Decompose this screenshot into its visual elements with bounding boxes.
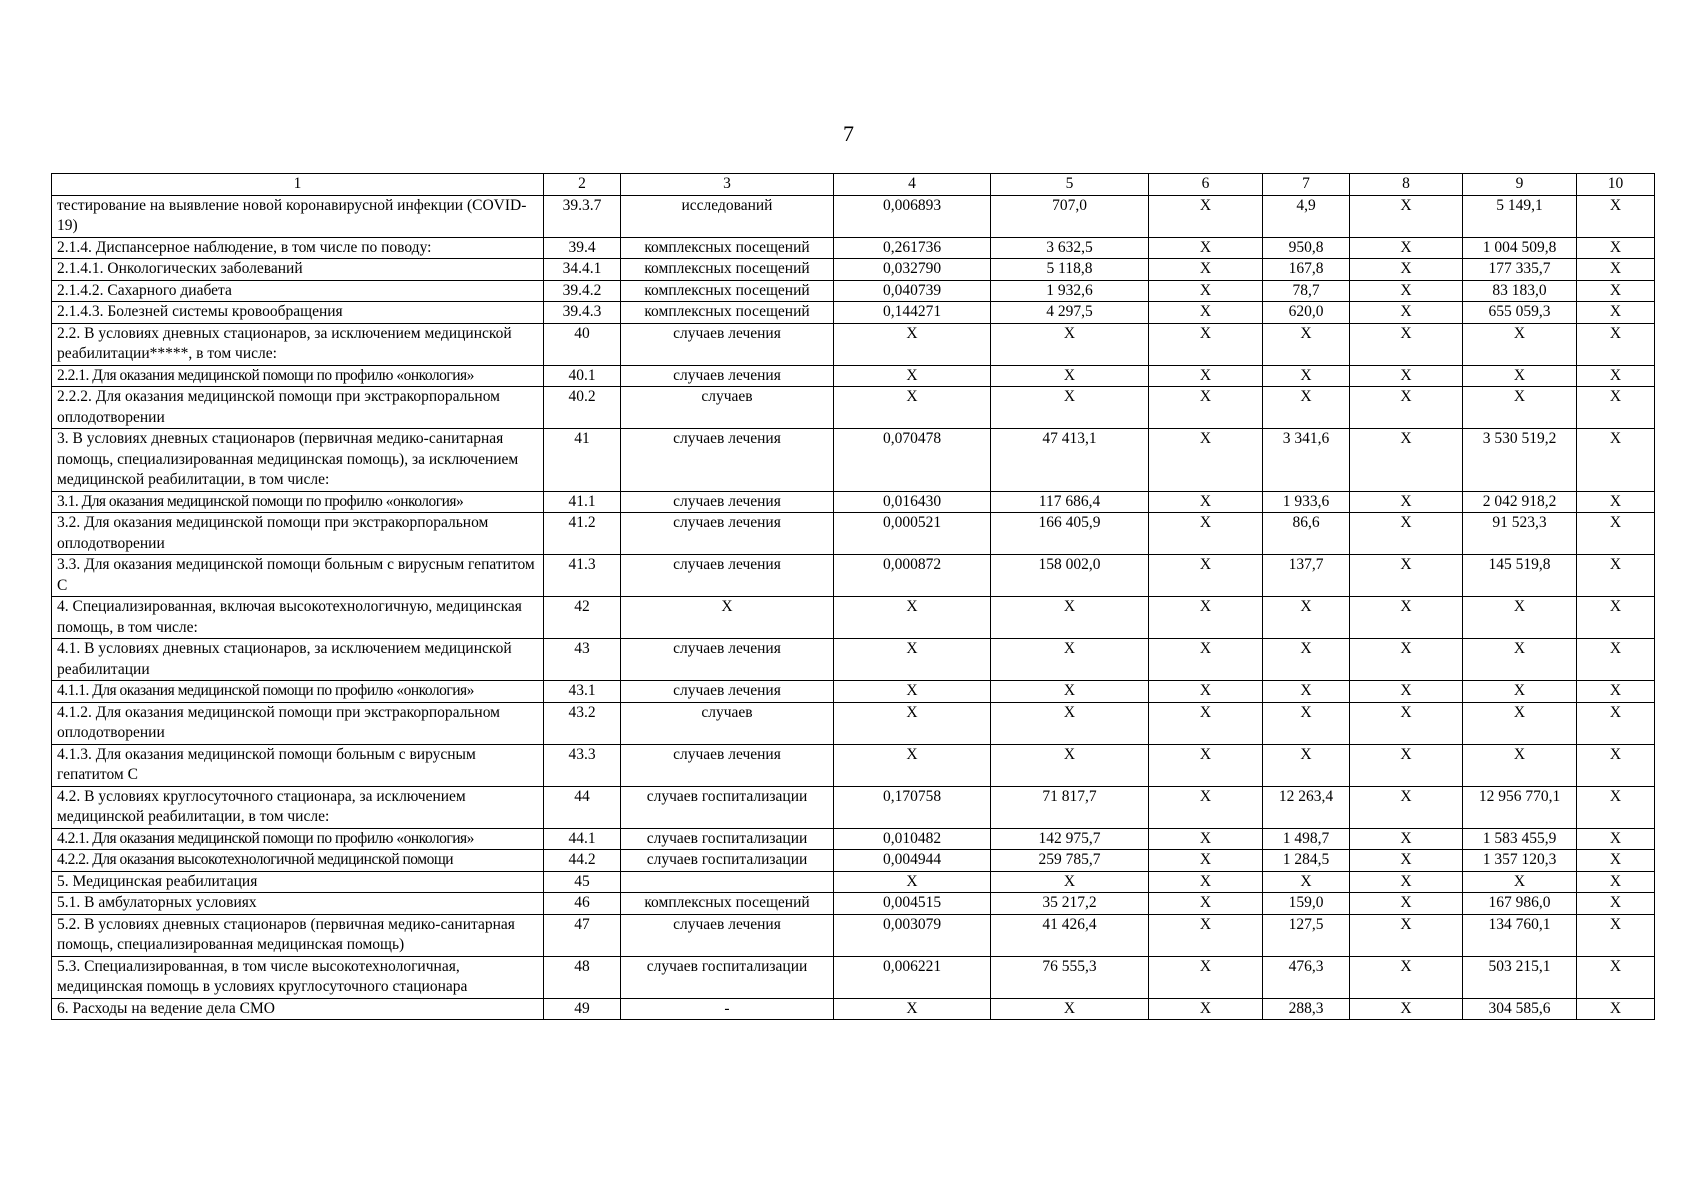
col-10-value: Х bbox=[1577, 702, 1655, 744]
table-row bbox=[52, 998, 1655, 1020]
row-name: 4.1.2. Для оказания медицинской помощи при экстракорпоральном оплодотворении bbox=[52, 702, 544, 744]
col-6-value: Х bbox=[1149, 491, 1263, 513]
col-9-value: Х bbox=[1463, 871, 1577, 893]
col-4-value: Х bbox=[834, 744, 991, 786]
col-10-value: Х bbox=[1577, 237, 1655, 259]
row-code: 40.1 bbox=[544, 365, 621, 387]
row-unit: комплексных посещений bbox=[621, 893, 834, 915]
col-9-value: 167 986,0 bbox=[1463, 893, 1577, 915]
row-code: 44.2 bbox=[544, 850, 621, 872]
row-unit: комплексных посещений bbox=[621, 237, 834, 259]
row-code: 44 bbox=[544, 786, 621, 828]
row-code: 49 bbox=[544, 998, 621, 1020]
col-7-value: 86,6 bbox=[1263, 513, 1350, 555]
col-7-value: Х bbox=[1263, 702, 1350, 744]
col-6-value: Х bbox=[1149, 871, 1263, 893]
col-8-value: Х bbox=[1350, 302, 1463, 324]
row-name: 3.3. Для оказания медицинской помощи больным с вирусным гепатитом С bbox=[52, 555, 544, 597]
column-header-2: 2 bbox=[544, 174, 621, 196]
col-9-value: 655 059,3 bbox=[1463, 302, 1577, 324]
row-unit: случаев лечения bbox=[621, 681, 834, 703]
table-row bbox=[52, 237, 1655, 259]
row-unit: случаев госпитализации bbox=[621, 956, 834, 998]
col-6-value: Х bbox=[1149, 365, 1263, 387]
row-unit: случаев лечения bbox=[621, 323, 834, 365]
row-unit: - bbox=[621, 998, 834, 1020]
col-8-value: Х bbox=[1350, 555, 1463, 597]
col-9-value: 1 004 509,8 bbox=[1463, 237, 1577, 259]
col-5-value: 71 817,7 bbox=[991, 786, 1149, 828]
col-5-value: 47 413,1 bbox=[991, 429, 1149, 492]
col-10-value: Х bbox=[1577, 302, 1655, 324]
col-10-value: Х bbox=[1577, 491, 1655, 513]
column-header-4: 4 bbox=[834, 174, 991, 196]
col-4-value: 0,004515 bbox=[834, 893, 991, 915]
row-code: 39.4.2 bbox=[544, 280, 621, 302]
row-name: 4.1. В условиях дневных стационаров, за исключением медицинской реабилитации bbox=[52, 639, 544, 681]
col-7-value: 12 263,4 bbox=[1263, 786, 1350, 828]
col-7-value: 1 498,7 bbox=[1263, 828, 1350, 850]
col-8-value: Х bbox=[1350, 850, 1463, 872]
col-10-value: Х bbox=[1577, 998, 1655, 1020]
table-row bbox=[52, 280, 1655, 302]
col-7-value: 137,7 bbox=[1263, 555, 1350, 597]
col-6-value: Х bbox=[1149, 850, 1263, 872]
col-6-value: Х bbox=[1149, 956, 1263, 998]
col-4-value: Х bbox=[834, 387, 991, 429]
row-name: 4.1.1. Для оказания медицинской помощи по профилю «онкология» bbox=[52, 681, 544, 703]
col-7-value: 476,3 bbox=[1263, 956, 1350, 998]
col-4-value: Х bbox=[834, 998, 991, 1020]
table-row bbox=[52, 513, 1655, 555]
col-9-value: Х bbox=[1463, 365, 1577, 387]
row-unit: случаев лечения bbox=[621, 639, 834, 681]
row-unit: случаев лечения bbox=[621, 429, 834, 492]
table-row bbox=[52, 323, 1655, 365]
col-8-value: Х bbox=[1350, 387, 1463, 429]
col-9-value: 83 183,0 bbox=[1463, 280, 1577, 302]
col-4-value: 0,004944 bbox=[834, 850, 991, 872]
row-name: 4.2.2. Для оказания высокотехнологичной медицинской помощи bbox=[52, 850, 544, 872]
col-10-value: Х bbox=[1577, 893, 1655, 915]
col-8-value: Х bbox=[1350, 365, 1463, 387]
col-6-value: Х bbox=[1149, 429, 1263, 492]
col-8-value: Х bbox=[1350, 786, 1463, 828]
col-6-value: Х bbox=[1149, 302, 1263, 324]
col-10-value: Х bbox=[1577, 828, 1655, 850]
col-7-value: 167,8 bbox=[1263, 259, 1350, 281]
row-unit: исследований bbox=[621, 195, 834, 237]
table-row bbox=[52, 491, 1655, 513]
table-row bbox=[52, 302, 1655, 324]
row-name: 5.1. В амбулаторных условиях bbox=[52, 893, 544, 915]
col-5-value: 166 405,9 bbox=[991, 513, 1149, 555]
col-5-value: 76 555,3 bbox=[991, 956, 1149, 998]
col-9-value: 1 583 455,9 bbox=[1463, 828, 1577, 850]
row-code: 42 bbox=[544, 597, 621, 639]
col-6-value: Х bbox=[1149, 681, 1263, 703]
col-4-value: 0,144271 bbox=[834, 302, 991, 324]
col-5-value: 4 297,5 bbox=[991, 302, 1149, 324]
column-header-7: 7 bbox=[1263, 174, 1350, 196]
col-8-value: Х bbox=[1350, 280, 1463, 302]
table-row bbox=[52, 195, 1655, 237]
row-code: 44.1 bbox=[544, 828, 621, 850]
data-table bbox=[51, 173, 1655, 1020]
col-4-value: 0,070478 bbox=[834, 429, 991, 492]
col-5-value: Х bbox=[991, 639, 1149, 681]
col-4-value: Х bbox=[834, 702, 991, 744]
row-code: 46 bbox=[544, 893, 621, 915]
row-name: 5. Медицинская реабилитация bbox=[52, 871, 544, 893]
table-row bbox=[52, 914, 1655, 956]
row-unit: случаев госпитализации bbox=[621, 786, 834, 828]
column-header-9: 9 bbox=[1463, 174, 1577, 196]
col-8-value: Х bbox=[1350, 429, 1463, 492]
col-4-value: 0,010482 bbox=[834, 828, 991, 850]
row-name: 4.1.3. Для оказания медицинской помощи больным с вирусным гепатитом С bbox=[52, 744, 544, 786]
col-6-value: Х bbox=[1149, 259, 1263, 281]
row-name: 2.1.4.2. Сахарного диабета bbox=[52, 280, 544, 302]
column-header-10: 10 bbox=[1577, 174, 1655, 196]
col-7-value: 1 284,5 bbox=[1263, 850, 1350, 872]
col-8-value: Х bbox=[1350, 702, 1463, 744]
column-header-1: 1 bbox=[52, 174, 544, 196]
col-4-value: 0,000521 bbox=[834, 513, 991, 555]
col-9-value: 177 335,7 bbox=[1463, 259, 1577, 281]
col-7-value: Х bbox=[1263, 323, 1350, 365]
table-row bbox=[52, 555, 1655, 597]
col-9-value: 1 357 120,3 bbox=[1463, 850, 1577, 872]
col-8-value: Х bbox=[1350, 828, 1463, 850]
row-unit: случаев лечения bbox=[621, 555, 834, 597]
col-5-value: Х bbox=[991, 998, 1149, 1020]
row-name: 4.2.1. Для оказания медицинской помощи по профилю «онкология» bbox=[52, 828, 544, 850]
table-row bbox=[52, 956, 1655, 998]
col-9-value: Х bbox=[1463, 681, 1577, 703]
col-10-value: Х bbox=[1577, 871, 1655, 893]
col-6-value: Х bbox=[1149, 237, 1263, 259]
col-7-value: 950,8 bbox=[1263, 237, 1350, 259]
col-10-value: Х bbox=[1577, 280, 1655, 302]
table-header bbox=[52, 174, 1655, 196]
row-code: 43 bbox=[544, 639, 621, 681]
col-7-value: Х bbox=[1263, 387, 1350, 429]
row-unit: комплексных посещений bbox=[621, 280, 834, 302]
col-6-value: Х bbox=[1149, 323, 1263, 365]
row-unit: случаев лечения bbox=[621, 365, 834, 387]
column-header-6: 6 bbox=[1149, 174, 1263, 196]
col-9-value: 2 042 918,2 bbox=[1463, 491, 1577, 513]
col-8-value: Х bbox=[1350, 681, 1463, 703]
row-code: 41.1 bbox=[544, 491, 621, 513]
row-unit: случаев госпитализации bbox=[621, 850, 834, 872]
col-7-value: Х bbox=[1263, 365, 1350, 387]
col-6-value: Х bbox=[1149, 744, 1263, 786]
table-row bbox=[52, 681, 1655, 703]
col-5-value: Х bbox=[991, 365, 1149, 387]
col-5-value: 41 426,4 bbox=[991, 914, 1149, 956]
col-6-value: Х bbox=[1149, 702, 1263, 744]
col-4-value: 0,003079 bbox=[834, 914, 991, 956]
col-5-value: 5 118,8 bbox=[991, 259, 1149, 281]
row-code: 40.2 bbox=[544, 387, 621, 429]
table-row bbox=[52, 365, 1655, 387]
col-7-value: 4,9 bbox=[1263, 195, 1350, 237]
col-6-value: Х bbox=[1149, 555, 1263, 597]
row-code: 41.3 bbox=[544, 555, 621, 597]
col-9-value: Х bbox=[1463, 702, 1577, 744]
table-row bbox=[52, 259, 1655, 281]
col-7-value: 3 341,6 bbox=[1263, 429, 1350, 492]
row-name: 4. Специализированная, включая высокотехнологичную, медицинская помощь, в том числе: bbox=[52, 597, 544, 639]
col-10-value: Х bbox=[1577, 555, 1655, 597]
col-10-value: Х bbox=[1577, 744, 1655, 786]
col-5-value: Х bbox=[991, 597, 1149, 639]
column-header-8: 8 bbox=[1350, 174, 1463, 196]
col-10-value: Х bbox=[1577, 597, 1655, 639]
row-code: 40 bbox=[544, 323, 621, 365]
col-5-value: 35 217,2 bbox=[991, 893, 1149, 915]
row-code: 39.4 bbox=[544, 237, 621, 259]
row-code: 47 bbox=[544, 914, 621, 956]
row-unit bbox=[621, 871, 834, 893]
table-row bbox=[52, 786, 1655, 828]
row-name: 2.2. В условиях дневных стационаров, за исключением медицинской реабилитации*****, в том числе: bbox=[52, 323, 544, 365]
col-9-value: 145 519,8 bbox=[1463, 555, 1577, 597]
col-5-value: Х bbox=[991, 702, 1149, 744]
col-9-value: 5 149,1 bbox=[1463, 195, 1577, 237]
row-unit: случаев лечения bbox=[621, 491, 834, 513]
col-4-value: 0,006893 bbox=[834, 195, 991, 237]
row-name: 2.1.4.1. Онкологических заболеваний bbox=[52, 259, 544, 281]
col-8-value: Х bbox=[1350, 639, 1463, 681]
col-7-value: 159,0 bbox=[1263, 893, 1350, 915]
row-unit: случаев лечения bbox=[621, 744, 834, 786]
row-name: тестирование на выявление новой коронавирусной инфекции (COVID-19) bbox=[52, 195, 544, 237]
row-unit: Х bbox=[621, 597, 834, 639]
col-8-value: Х bbox=[1350, 195, 1463, 237]
col-6-value: Х bbox=[1149, 195, 1263, 237]
col-7-value: Х bbox=[1263, 681, 1350, 703]
col-10-value: Х bbox=[1577, 639, 1655, 681]
row-name: 2.1.4. Диспансерное наблюдение, в том числе по поводу: bbox=[52, 237, 544, 259]
col-6-value: Х bbox=[1149, 597, 1263, 639]
row-name: 2.2.1. Для оказания медицинской помощи по профилю «онкология» bbox=[52, 365, 544, 387]
col-5-value: 142 975,7 bbox=[991, 828, 1149, 850]
col-5-value: 117 686,4 bbox=[991, 491, 1149, 513]
col-7-value: 288,3 bbox=[1263, 998, 1350, 1020]
table-row bbox=[52, 639, 1655, 681]
col-8-value: Х bbox=[1350, 597, 1463, 639]
col-6-value: Х bbox=[1149, 893, 1263, 915]
table-row bbox=[52, 702, 1655, 744]
col-9-value: 12 956 770,1 bbox=[1463, 786, 1577, 828]
col-6-value: Х bbox=[1149, 828, 1263, 850]
row-name: 6. Расходы на ведение дела СМО bbox=[52, 998, 544, 1020]
col-4-value: Х bbox=[834, 639, 991, 681]
row-unit: комплексных посещений bbox=[621, 259, 834, 281]
col-10-value: Х bbox=[1577, 387, 1655, 429]
col-6-value: Х bbox=[1149, 387, 1263, 429]
row-code: 34.4.1 bbox=[544, 259, 621, 281]
col-4-value: 0,006221 bbox=[834, 956, 991, 998]
col-5-value: Х bbox=[991, 744, 1149, 786]
row-code: 41 bbox=[544, 429, 621, 492]
col-10-value: Х bbox=[1577, 914, 1655, 956]
col-10-value: Х bbox=[1577, 850, 1655, 872]
col-8-value: Х bbox=[1350, 237, 1463, 259]
col-8-value: Х bbox=[1350, 998, 1463, 1020]
col-9-value: 91 523,3 bbox=[1463, 513, 1577, 555]
row-name: 3.2. Для оказания медицинской помощи при экстракорпоральном оплодотворении bbox=[52, 513, 544, 555]
col-4-value: 0,261736 bbox=[834, 237, 991, 259]
col-9-value: 3 530 519,2 bbox=[1463, 429, 1577, 492]
row-name: 2.2.2. Для оказания медицинской помощи при экстракорпоральном оплодотворении bbox=[52, 387, 544, 429]
col-10-value: Х bbox=[1577, 323, 1655, 365]
col-5-value: 158 002,0 bbox=[991, 555, 1149, 597]
row-code: 45 bbox=[544, 871, 621, 893]
col-6-value: Х bbox=[1149, 998, 1263, 1020]
row-unit: комплексных посещений bbox=[621, 302, 834, 324]
col-5-value: 3 632,5 bbox=[991, 237, 1149, 259]
col-8-value: Х bbox=[1350, 956, 1463, 998]
col-8-value: Х bbox=[1350, 491, 1463, 513]
row-code: 39.3.7 bbox=[544, 195, 621, 237]
col-6-value: Х bbox=[1149, 786, 1263, 828]
col-8-value: Х bbox=[1350, 513, 1463, 555]
col-7-value: 78,7 bbox=[1263, 280, 1350, 302]
col-4-value: 0,170758 bbox=[834, 786, 991, 828]
col-4-value: Х bbox=[834, 323, 991, 365]
col-4-value: 0,000872 bbox=[834, 555, 991, 597]
col-8-value: Х bbox=[1350, 323, 1463, 365]
col-6-value: Х bbox=[1149, 639, 1263, 681]
col-9-value: Х bbox=[1463, 639, 1577, 681]
col-10-value: Х bbox=[1577, 513, 1655, 555]
row-name: 3. В условиях дневных стационаров (первичная медико-санитарная помощь, специализированная медицинская помощь), за исключением медицинской реабилитации, в том числе: bbox=[52, 429, 544, 492]
table-row bbox=[52, 744, 1655, 786]
row-unit: случаев bbox=[621, 702, 834, 744]
row-name: 5.2. В условиях дневных стационаров (первичная медико-санитарная помощь, специализированная медицинская помощь) bbox=[52, 914, 544, 956]
row-code: 43.2 bbox=[544, 702, 621, 744]
col-4-value: Х bbox=[834, 597, 991, 639]
col-10-value: Х bbox=[1577, 259, 1655, 281]
row-code: 48 bbox=[544, 956, 621, 998]
col-9-value: Х bbox=[1463, 323, 1577, 365]
col-4-value: 0,032790 bbox=[834, 259, 991, 281]
col-9-value: 503 215,1 bbox=[1463, 956, 1577, 998]
table-row bbox=[52, 893, 1655, 915]
col-6-value: Х bbox=[1149, 280, 1263, 302]
table-row bbox=[52, 429, 1655, 492]
col-5-value: Х bbox=[991, 871, 1149, 893]
table-body bbox=[52, 195, 1655, 1020]
col-4-value: 0,040739 bbox=[834, 280, 991, 302]
col-10-value: Х bbox=[1577, 681, 1655, 703]
col-8-value: Х bbox=[1350, 893, 1463, 915]
row-name: 4.2. В условиях круглосуточного стационара, за исключением медицинской реабилитации, в том числе: bbox=[52, 786, 544, 828]
col-5-value: 707,0 bbox=[991, 195, 1149, 237]
col-6-value: Х bbox=[1149, 914, 1263, 956]
col-8-value: Х bbox=[1350, 744, 1463, 786]
col-9-value: Х bbox=[1463, 387, 1577, 429]
page-number: 7 bbox=[843, 121, 854, 146]
row-unit: случаев лечения bbox=[621, 513, 834, 555]
table-row bbox=[52, 387, 1655, 429]
col-6-value: Х bbox=[1149, 513, 1263, 555]
col-8-value: Х bbox=[1350, 259, 1463, 281]
row-unit: случаев bbox=[621, 387, 834, 429]
col-5-value: Х bbox=[991, 681, 1149, 703]
col-10-value: Х bbox=[1577, 365, 1655, 387]
col-10-value: Х bbox=[1577, 429, 1655, 492]
row-unit: случаев госпитализации bbox=[621, 828, 834, 850]
table-row bbox=[52, 597, 1655, 639]
row-code: 41.2 bbox=[544, 513, 621, 555]
col-7-value: Х bbox=[1263, 871, 1350, 893]
col-4-value: Х bbox=[834, 365, 991, 387]
col-5-value: Х bbox=[991, 387, 1149, 429]
col-5-value: 259 785,7 bbox=[991, 850, 1149, 872]
col-9-value: Х bbox=[1463, 744, 1577, 786]
col-8-value: Х bbox=[1350, 871, 1463, 893]
column-header-3: 3 bbox=[621, 174, 834, 196]
col-5-value: Х bbox=[991, 323, 1149, 365]
header-row bbox=[52, 174, 1655, 196]
col-5-value: 1 932,6 bbox=[991, 280, 1149, 302]
col-9-value: 304 585,6 bbox=[1463, 998, 1577, 1020]
col-7-value: 1 933,6 bbox=[1263, 491, 1350, 513]
col-7-value: 127,5 bbox=[1263, 914, 1350, 956]
row-code: 39.4.3 bbox=[544, 302, 621, 324]
col-4-value: 0,016430 bbox=[834, 491, 991, 513]
col-10-value: Х bbox=[1577, 195, 1655, 237]
row-name: 2.1.4.3. Болезней системы кровообращения bbox=[52, 302, 544, 324]
col-7-value: Х bbox=[1263, 639, 1350, 681]
col-4-value: Х bbox=[834, 681, 991, 703]
col-10-value: Х bbox=[1577, 786, 1655, 828]
row-code: 43.3 bbox=[544, 744, 621, 786]
col-4-value: Х bbox=[834, 871, 991, 893]
col-7-value: Х bbox=[1263, 597, 1350, 639]
col-9-value: 134 760,1 bbox=[1463, 914, 1577, 956]
table-row bbox=[52, 828, 1655, 850]
row-name: 5.3. Специализированная, в том числе высокотехнологичная, медицинская помощь в условиях круглосуточного стационара bbox=[52, 956, 544, 998]
row-name: 3.1. Для оказания медицинской помощи по профилю «онкология» bbox=[52, 491, 544, 513]
col-10-value: Х bbox=[1577, 956, 1655, 998]
row-unit: случаев лечения bbox=[621, 914, 834, 956]
col-7-value: Х bbox=[1263, 744, 1350, 786]
column-header-5: 5 bbox=[991, 174, 1149, 196]
col-7-value: 620,0 bbox=[1263, 302, 1350, 324]
col-8-value: Х bbox=[1350, 914, 1463, 956]
row-code: 43.1 bbox=[544, 681, 621, 703]
col-9-value: Х bbox=[1463, 597, 1577, 639]
table-row bbox=[52, 871, 1655, 893]
table-row bbox=[52, 850, 1655, 872]
